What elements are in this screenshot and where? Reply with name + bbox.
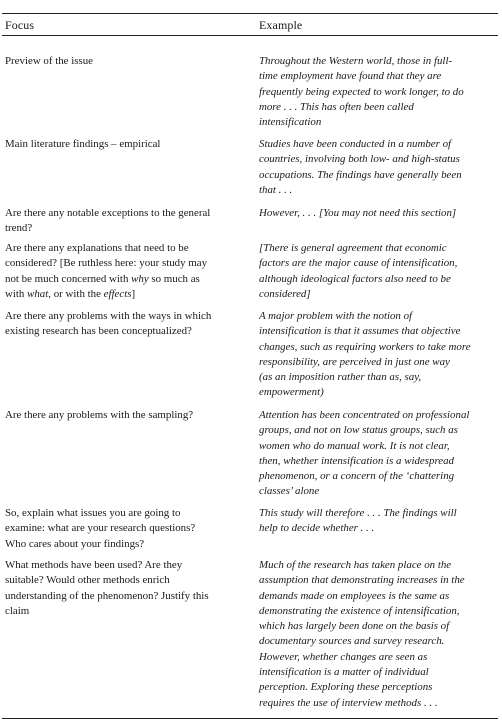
focus-cell: Are there any problems with the ways in which existing research has been conceptualized? [5,310,212,338]
focus-cell: Are there any problems with the sampling? [5,409,194,421]
table-bottom-rule [2,718,498,719]
column-header-focus: Focus [5,18,35,32]
focus-cell [5,241,240,302]
focus-text: Are there any explanations that need to be considered? [Be ruthless here: your study may not be much concerned with [5,242,208,285]
emphasis-what: what [27,287,49,300]
example-cell: [There is general agreement that economic factors are the major cause of intensification, although ideological factors also need to be considered] [259,242,458,300]
emphasis-why: why [131,272,149,285]
example-cell: A major problem with the notion of intensification is that it assumes that objective changes, such as requiring workers to take more responsibility, are perceived in just one way (as an imposition rather than as, say, empowerment) [259,310,471,399]
emphasis-effects: effects [103,287,132,300]
focus-cell: What methods have been used? Are they suitable? Would other methods enrich understanding of the phenomenon? Justify this claim [5,559,209,617]
example-cell: This study will therefore . . . The findings will help to decide whether . . . [259,507,457,535]
focus-cell: So, explain what issues you are going to examine: what are your research questions? Who cares about your findings? [5,507,196,550]
example-cell: Much of the research has taken place on the assumption that demonstrating increases in the demands made on employees is the same as demonstrating the existence of intensification, which has largely been done on the basis of documentary sources and survey research. However, whether changes are seen as intensification is a matter of individual perception. Exploring these perceptions requires the use of interview methods . . . [259,559,465,709]
table-top-rule [2,13,498,14]
example-cell: Studies have been conducted in a number of countries, involving both low- and high-status occupations. The findings have generally been that . . . [259,138,462,196]
header-rule [2,35,498,36]
focus-text: so much as with [5,272,200,300]
example-cell: Attention has been concentrated on professional groups, and not on low status groups, such as women who do manual work. It is not clear, then, whether intensification is a widespread phenomenon, or a concern of the ‘chattering classes’ alone [259,409,470,498]
focus-text: , or with the [48,287,104,300]
example-cell: However, . . . [You may not need this section] [259,207,457,219]
focus-text: ] [131,287,136,300]
example-cell: Throughout the Western world, those in full- time employment have found that they are frequently being expected to work longer, to do more . . . This has often been called intensification [259,55,464,129]
focus-cell: Preview of the issue [5,55,94,67]
focus-cell: Are there any notable exceptions to the general trend? [5,207,211,235]
focus-cell: Main literature findings – empirical [5,138,161,150]
column-header-example: Example [259,18,303,32]
